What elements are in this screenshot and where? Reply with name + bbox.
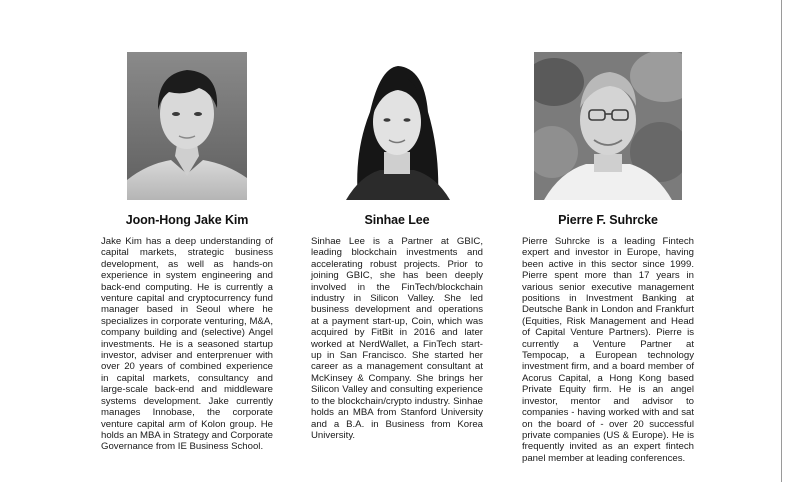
profile-card-joon-hong-jake-kim xyxy=(101,52,273,453)
profile-card-sinhae-lee xyxy=(311,52,483,441)
profile-bio: Jake Kim has a deep understanding of capital markets, strategic business development, as well as hands-on experience in system engineering and back-end computing. He is currently a venture capital and cryptocurrency fund manager based in Seoul where he specializes in corporate venturing, M&A, company building and (selective) Angel investments. He is a seasoned startup investor, adviser and enterprenuer with over 20 years of combined experience in capital markets, consultancy and large-scale back-end and middleware systems development. Jake currently manages Innobase, the corporate venture capital arm of Kolon group. He holds an MBA in Strategy and Corporate Governance from IE Business School. xyxy=(101,236,273,453)
page-edge-divider xyxy=(781,0,782,482)
profile-photo xyxy=(324,52,470,200)
portrait-photo-icon xyxy=(534,52,682,200)
profile-photo xyxy=(127,52,247,200)
profile-card-pierre-suhrcke xyxy=(522,52,694,464)
profile-name: Joon-Hong Jake Kim xyxy=(125,213,249,227)
portrait-photo-icon xyxy=(127,52,247,200)
profile-photo xyxy=(534,52,682,200)
profile-name: Sinhae Lee xyxy=(364,213,430,227)
portrait-photo-icon xyxy=(324,52,470,200)
profile-bio: Sinhae Lee is a Partner at GBIC, leading blockchain investments and accelerating robust projects. Prior to joining GBIC, she has been deeply involved in the FinTech/blockchain industry in Silicon Valley. She led business development and operations at a payment start-up, Coin, which was acquired by FitBit in 2016 and later worked at NerdWallet, a FinTech start-up in San Francisco. She started her career as a management consultant at McKinsey & Company. She brings her Silicon Valley and consulting experience to the blockchain/crypto industry. Sinhae holds an MBA from Stanford University and a B.A. in Business from Korea University. xyxy=(311,236,483,441)
profile-name: Pierre F. Suhrcke xyxy=(558,213,658,227)
profile-bio: Pierre Suhrcke is a leading Fintech expert and investor in Europe, having been active in this sector since 1999. Pierre spent more than 17 years in various senior executive management positions in Investment Banking at Deutsche Bank in London and Frankfurt (Equities, Risk Management and Head of Capital Venture Partners). Pierre is currently a Venture Partner at Tempocap, a European technology investment firm, and a board member of Acorus Capital, a Hong Kong based Private Equity firm. He is an angel investor, mentor and advisor to companies - having worked with and sat on the board of - over 20 successful private companies (US & Europe). He is frequently invited as an expert fintech panel member at leading conferences. xyxy=(522,236,694,464)
